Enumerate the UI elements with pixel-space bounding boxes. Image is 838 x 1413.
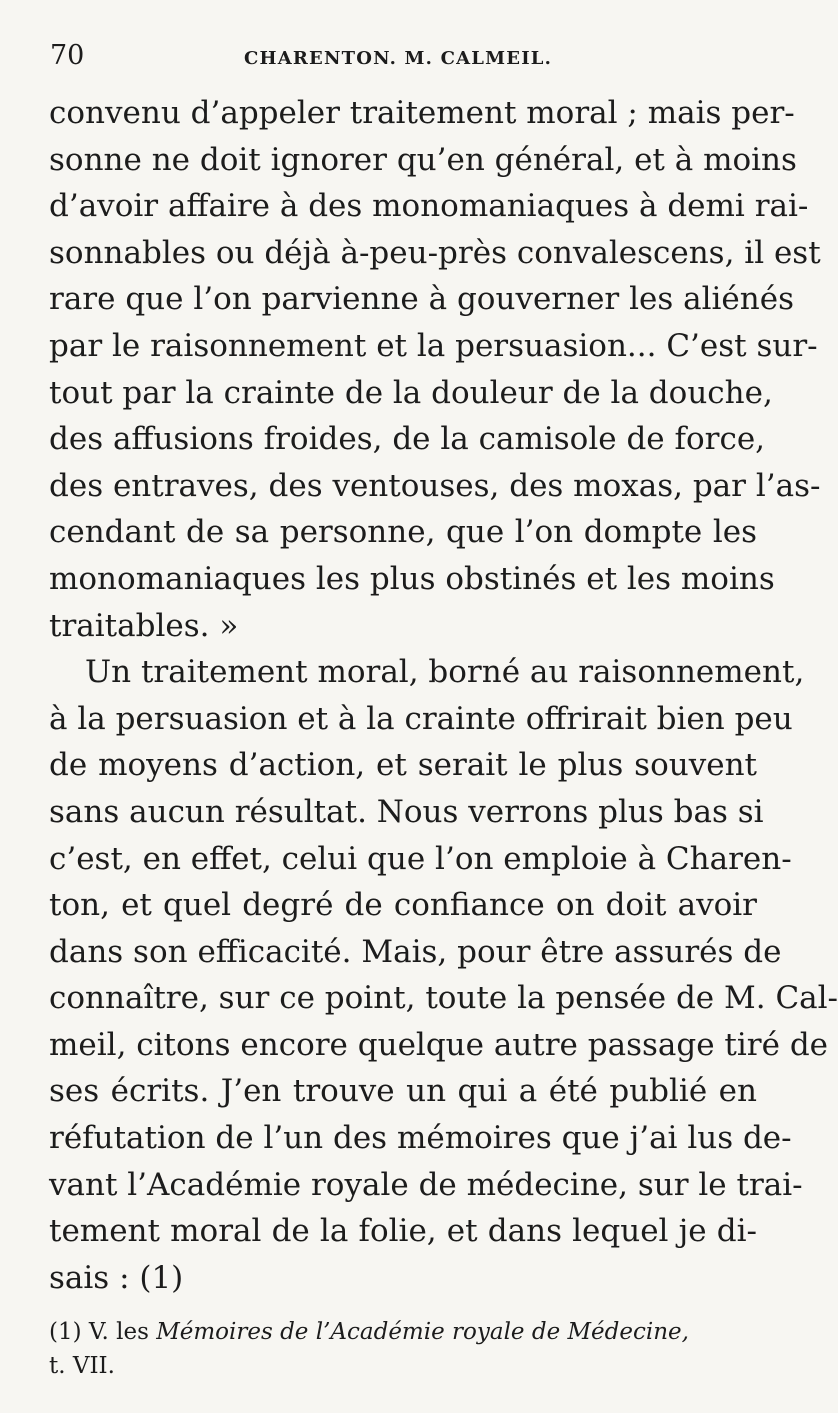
text-line: vant l’Académie royale de médecine, sur le trai- bbox=[49, 1166, 803, 1203]
body-text bbox=[49, 90, 838, 1301]
footnote-continuation: t. VII. bbox=[49, 1353, 115, 1379]
text-line: à la persuasion et à la crainte offrirait bien peu bbox=[49, 700, 793, 737]
text-line: traitables. » bbox=[49, 607, 239, 644]
text-line: monomaniaques les plus obstinés et les moins bbox=[49, 560, 775, 597]
text-line: des entraves, des ventouses, des moxas, par l’as- bbox=[49, 467, 821, 504]
footnote-work-title: Mémoires de l’Académie royale de Médecine, bbox=[156, 1319, 689, 1345]
footnote-line bbox=[49, 1315, 757, 1349]
footnote-line bbox=[49, 1349, 757, 1383]
text-line: des affusions froides, de la camisole de force, bbox=[49, 421, 766, 458]
text-line: rare que l’on parvienne à gouverner les aliénés bbox=[49, 281, 794, 318]
text-line: Un traitement moral, borné au raisonnement, bbox=[85, 654, 805, 691]
text-line: tement moral de la folie, et dans lequel je di- bbox=[49, 1213, 757, 1250]
text-line: cendant de sa personne, que l’on dompte les bbox=[49, 514, 757, 551]
text-line: ses écrits. J’en trouve un qui a été publié en bbox=[49, 1073, 757, 1110]
text-line: c’est, en effet, celui que l’on emploie à Charen- bbox=[49, 840, 792, 877]
paragraph-1 bbox=[49, 90, 821, 649]
paragraph-2 bbox=[49, 649, 838, 1301]
text-line: de moyens d’action, et serait le plus souvent bbox=[49, 747, 757, 784]
text-line: tout par la crainte de la douleur de la douche, bbox=[49, 374, 773, 411]
text-line: dans son efficacité. Mais, pour être assurés de bbox=[49, 933, 782, 970]
page-header bbox=[50, 40, 760, 80]
footnote-marker: (1) V. les bbox=[49, 1319, 149, 1345]
text-line: sans aucun résultat. Nous verrons plus bas si bbox=[49, 793, 764, 830]
text-line: connaître, sur ce point, toute la pensée de M. Cal- bbox=[49, 980, 838, 1017]
text-line: ton, et quel degré de confiance on doit avoir bbox=[49, 887, 757, 924]
footnote bbox=[49, 1315, 757, 1383]
page-number: 70 bbox=[50, 40, 85, 71]
text-line: meil, citons encore quelque autre passage tiré de bbox=[49, 1026, 829, 1063]
text-line: convenu d’appeler traitement moral ; mais per- bbox=[49, 95, 795, 131]
text-line: sais : (1) bbox=[49, 1259, 184, 1296]
text-line: sonne ne doit ignorer qu’en général, et à moins bbox=[49, 141, 797, 178]
text-line: par le raisonnement et la persuasion... C’est sur- bbox=[49, 327, 818, 364]
text-line: d’avoir affaire à des monomaniaques à demi rai- bbox=[49, 188, 809, 225]
running-head: CHARENTON. M. CALMEIL. bbox=[244, 48, 553, 69]
text-line: sonnables ou déjà à-peu-près convalescens, il est bbox=[49, 234, 821, 271]
text-line: réfutation de l’un des mémoires que j’ai lus de- bbox=[49, 1120, 792, 1157]
